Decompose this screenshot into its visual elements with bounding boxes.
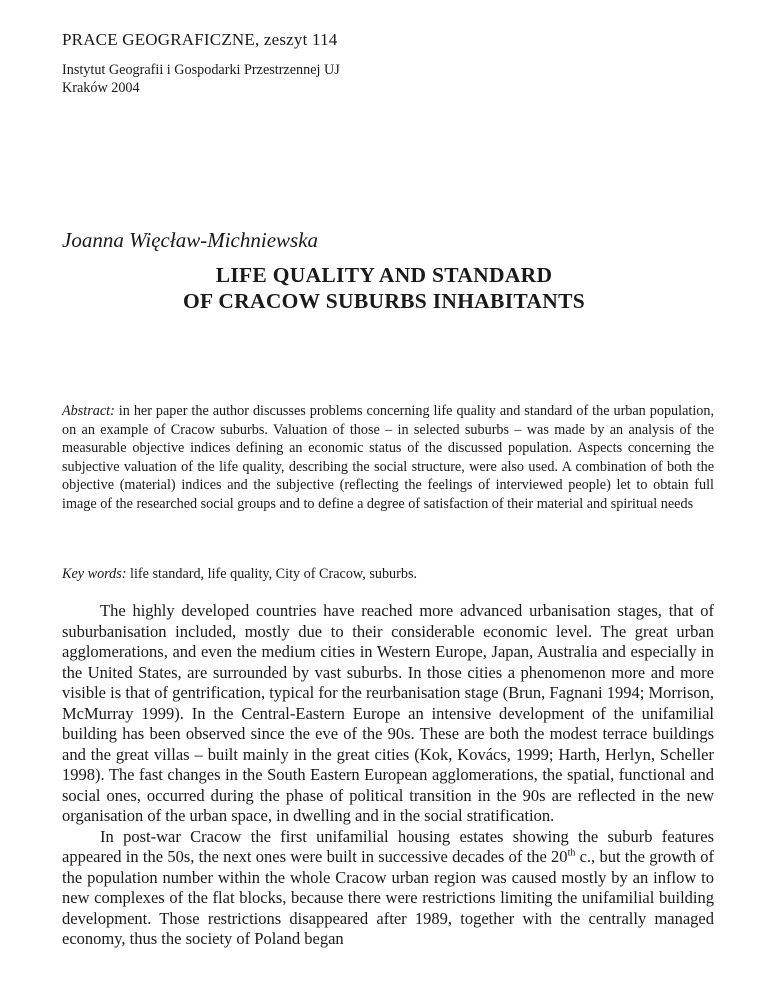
paragraph-1: The highly developed countries have reached more advanced urbanisation stages, that of suburbanisation included, mostly due to their considerable economic level. The great urban agglomerations, and even the medium cities in Western Europe, Japan, Australia and especially in the United States, are surrounded by vast suburbs. In those cities a phenomenon more and more visible is that of gentrification, typical for the reurbanisation stage (Brun, Fagnani 1994; Morrison, McMurray 1999). In the Central-Eastern Europe an intensive development of the unifamilial building has been observed since the eve of the 90s. These are both the modest terrace buildings and the great villas – built mainly in the great cities (Kok, Kovács, 1999; Harth, Herlyn, Scheller 1998). The fast changes in the South Eastern European agglomerations, the spatial, functional and social ones, occurred during the phase of political transition in the 90s are reflected in the new organisation of the urban space, in dwelling and in the social stratification. — [62, 601, 714, 825]
title-line-1: LIFE QUALITY AND STANDARD — [215, 263, 553, 287]
journal-header: PRACE GEOGRAFICZNE, zeszyt 114 — [62, 30, 338, 49]
keywords-label: Key words: — [62, 566, 127, 582]
keywords — [62, 566, 714, 583]
author-name: Joanna Więcław-Michniewska — [62, 228, 319, 252]
abstract — [62, 402, 714, 514]
institution-block — [62, 61, 340, 97]
abstract-label: Abstract: — [62, 403, 115, 419]
keywords-text: life standard, life quality, City of Cracow, suburbs. — [126, 566, 418, 582]
institute-name: Instytut Geografii i Gospodarki Przestrzennej UJ — [62, 62, 340, 78]
paper-title — [0, 262, 768, 314]
place-year: Kraków 2004 — [62, 80, 140, 96]
paragraph-2-part-1: In post-war Cracow the first unifamilial housing estates showing the suburb features appeared in the 50s, the next ones were built in successive decades of the 20 — [62, 826, 714, 866]
abstract-text: in her paper the author discusses problems concerning life quality and standard of the urban population, on an example of Cracow suburbs. Valuation of those – in selected suburbs – was made by an analysis of the measurable objective indices defining an economic status of the discussed population. Aspects concerning the subjective valuation of the life quality, describing the social structure, were also used. A combination of both the objective (material) indices and the subjective (reflecting the feelings of interviewed people) let to obtain full image of the researched social groups and to define a degree of satisfaction of their material and spiritual needs — [62, 403, 714, 512]
body-text — [62, 601, 714, 950]
paragraph-2 — [62, 827, 714, 950]
paragraph-2-part-2: c., but the growth of the population number within the whole Cracow urban region was caused mostly by an inflow to new complexes of the flat blocks, because there were restrictions limiting the unifamilial building development. Those restrictions disappeared after 1989, together with the centrally managed economy, thus the society of Poland began — [62, 847, 714, 948]
title-line-2: OF CRACOW SUBURBS INHABITANTS — [183, 289, 585, 313]
superscript-th: th — [567, 847, 576, 859]
